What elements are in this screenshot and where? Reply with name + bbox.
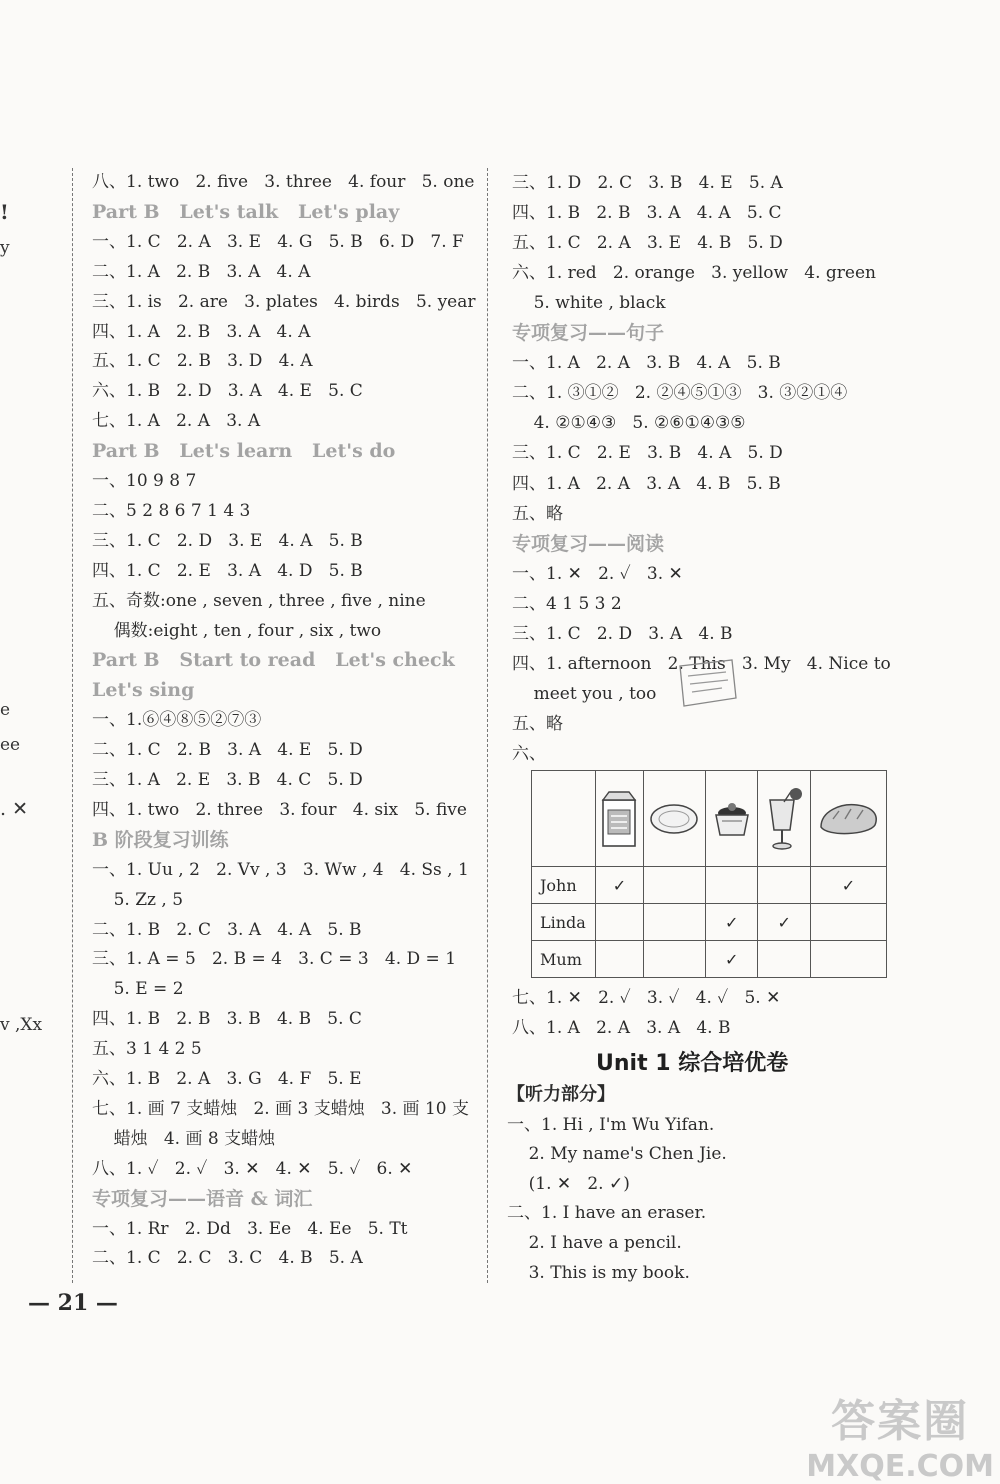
answer-line: 六、1. B 2. D 3. A 4. E 5. C — [92, 381, 363, 402]
check-cell: ✓ — [705, 904, 758, 941]
section-heading: Part B Start to read Let's check — [92, 649, 455, 672]
answer-line: 八、1. A 2. A 3. A 4. B — [512, 1017, 731, 1038]
answer-line: 七、1. 画 7 支蜡烛 2. 画 3 支蜡烛 3. 画 10 支 — [92, 1098, 469, 1119]
check-cell — [758, 867, 811, 904]
margin-fragment: e — [0, 700, 11, 720]
answer-line: 七、1. A 2. A 3. A — [92, 411, 261, 432]
answer-line: 四、1. A 2. A 3. A 4. B 5. B — [512, 473, 781, 494]
answer-line: 二、1. B 2. C 3. A 4. A 5. B — [92, 919, 362, 940]
answer-line: 六、 — [512, 743, 546, 764]
answer-line: 4. ②①④③ 5. ②⑥①④③⑤ — [512, 413, 746, 434]
answer-line: 四、1. A 2. B 3. A 4. A — [92, 321, 311, 342]
answer-line: 三、1. D 2. C 3. B 4. E 5. A — [512, 173, 783, 193]
section-heading: Part B Let's talk Let's play — [92, 200, 400, 223]
answer-line: 2. I have a pencil. — [507, 1233, 682, 1253]
juice-glass-icon — [762, 786, 806, 852]
plate-picture — [643, 771, 705, 867]
answer-line: 八、1. ✓ 2. ✓ 3. ✕ 4. ✕ 5. ✓ 6. ✕ — [92, 1158, 413, 1179]
answer-line: 五、1. C 2. B 3. D 4. A — [92, 351, 313, 372]
check-cell: ✓ — [596, 867, 644, 904]
answer-line: 一、1. Hi , I'm Wu Yifan. — [507, 1114, 715, 1135]
answer-line: 六、1. red 2. orange 3. yellow 4. green — [512, 263, 876, 284]
section-heading: Part B Let's learn Let's do — [92, 440, 396, 463]
answer-line: 五、3 1 4 2 5 — [92, 1039, 202, 1060]
juice-picture — [758, 771, 811, 867]
answer-line: 七、1. ✕ 2. ✓ 3. ✓ 4. ✓ 5. ✕ — [512, 988, 781, 1008]
answer-line: 一、1.⑥④⑧⑤②⑦③ — [92, 710, 262, 731]
bread-icon — [817, 799, 881, 839]
stamp-decoration-icon — [672, 656, 742, 712]
answer-line: 三、1. is 2. are 3. plates 4. birds 5. year — [92, 291, 476, 312]
check-cell: ✓ — [705, 941, 758, 978]
answer-line: 二、1. A 2. B 3. A 4. A — [92, 261, 311, 282]
answer-line: 八、1. two 2. five 3. three 4. four 5. one — [92, 172, 475, 192]
section-heading: B 阶段复习训练 — [92, 828, 229, 851]
check-cell — [758, 941, 811, 978]
answer-line: 三、1. A = 5 2. B = 4 3. C = 3 4. D = 1 — [92, 949, 457, 970]
margin-fragment: . ✕ — [0, 798, 28, 820]
answer-line: 三、1. C 2. D 3. A 4. B — [512, 623, 733, 644]
check-cell — [811, 941, 887, 978]
answer-line: 5. Zz , 5 — [92, 889, 184, 910]
column-divider — [72, 168, 73, 1283]
section-heading: 专项复习——阅读 — [512, 532, 665, 555]
table-row — [532, 867, 887, 904]
margin-fragment: y — [0, 238, 10, 258]
answer-line: 三、1. C 2. E 3. B 4. A 5. D — [512, 443, 783, 464]
answer-line: 【听力部分】 — [507, 1084, 615, 1105]
check-cell: ✓ — [758, 904, 811, 941]
table-corner-cell — [532, 771, 596, 867]
answer-line: 二、1. C 2. C 3. C 4. B 5. A — [92, 1248, 363, 1269]
bread-picture — [811, 771, 887, 867]
table-row — [532, 904, 887, 941]
watermark-url: MXQE.COM — [806, 1449, 994, 1484]
column-divider — [487, 168, 488, 1283]
answer-line: 四、1. two 2. three 3. four 4. six 5. five — [92, 799, 467, 820]
answer-line: 5. white , black — [512, 293, 666, 314]
answer-line: 一、1. C 2. A 3. E 4. G 5. B 6. D 7. F — [92, 231, 464, 252]
answer-line: 一、1. Rr 2. Dd 3. Ee 4. Ee 5. Tt — [92, 1218, 408, 1239]
answer-line: 二、1. I have an eraser. — [507, 1203, 707, 1224]
answer-line: 二、5 2 8 6 7 1 4 3 — [92, 500, 251, 521]
answer-line: 2. My name's Chen Jie. — [507, 1144, 727, 1165]
margin-fragment: ! — [0, 200, 9, 224]
pudding-picture — [705, 771, 758, 867]
margin-fragment: v ,Xx — [0, 1015, 43, 1035]
section-heading: 专项复习——句子 — [512, 322, 665, 345]
answer-line: 一、10 9 8 7 — [92, 471, 197, 491]
answer-line: 五、1. C 2. A 3. E 4. B 5. D — [512, 233, 783, 254]
section-heading: 专项复习——语音 & 词汇 — [92, 1187, 313, 1210]
check-cell — [643, 904, 705, 941]
person-name-cell: John — [532, 867, 596, 904]
answer-line: 三、1. C 2. D 3. E 4. A 5. B — [92, 530, 363, 551]
answer-table — [531, 770, 887, 978]
answer-line: 二、1. C 2. B 3. A 4. E 5. D — [92, 740, 363, 761]
person-name-cell: Mum — [532, 941, 596, 978]
answer-line: 蜡烛 4. 画 8 支蜡烛 — [92, 1128, 276, 1149]
unit-title: Unit 1 综合培优卷 — [596, 1051, 789, 1076]
margin-fragment: ee — [0, 735, 21, 755]
page-number: — 21 — — [28, 1290, 118, 1316]
answer-line: 一、1. ✕ 2. ✓ 3. ✕ — [512, 563, 683, 584]
answer-line: 3. This is my book. — [507, 1262, 690, 1283]
answer-line: 四、1. B 2. B 3. B 4. B 5. C — [92, 1009, 362, 1030]
check-cell — [643, 867, 705, 904]
check-cell: ✓ — [811, 867, 887, 904]
watermark-logo-text: 答案圈 — [831, 1396, 970, 1447]
answer-line: 二、1. ③①② 2. ②④⑤①③ 3. ③②①④ — [512, 383, 848, 404]
answer-line: 一、1. A 2. A 3. B 4. A 5. B — [512, 353, 781, 374]
plate-icon — [648, 801, 700, 837]
check-cell — [643, 941, 705, 978]
milk-carton-picture — [596, 771, 644, 867]
answer-line: 四、1. afternoon 2. This 3. My 4. Nice to — [512, 653, 891, 674]
answer-line: 三、1. A 2. E 3. B 4. C 5. D — [92, 770, 363, 790]
check-cell — [811, 904, 887, 941]
answer-line: 五、略 — [512, 713, 563, 734]
answer-line: 一、1. Uu , 2 2. Vv , 3 3. Ww , 4 4. Ss , 1 — [92, 859, 469, 880]
answer-line: 四、1. B 2. B 3. A 4. A 5. C — [512, 203, 782, 224]
check-cell — [596, 904, 644, 941]
section-heading: Let's sing — [92, 679, 195, 702]
table-header-row — [532, 771, 887, 867]
answer-line: 5. E = 2 — [92, 979, 184, 1000]
pudding-icon — [710, 799, 754, 839]
site-watermark — [806, 1385, 994, 1484]
milk-carton-icon — [599, 790, 639, 848]
check-cell — [596, 941, 644, 978]
answer-line: 偶数:eight , ten , four , six , two — [92, 620, 382, 641]
answer-line: 四、1. C 2. E 3. A 4. D 5. B — [92, 560, 363, 581]
answer-line: 五、奇数:one , seven , three , five , nine — [92, 590, 426, 611]
answer-line: 六、1. B 2. A 3. G 4. F 5. E — [92, 1069, 362, 1089]
answer-line: 五、略 — [512, 503, 563, 524]
answer-line: (1. ✕ 2. ✓) — [507, 1173, 630, 1194]
check-cell — [705, 867, 758, 904]
table-row — [532, 941, 887, 978]
person-name-cell: Linda — [532, 904, 596, 941]
answer-line: 二、4 1 5 3 2 — [512, 593, 622, 614]
answer-line: meet you , too — [512, 683, 657, 704]
